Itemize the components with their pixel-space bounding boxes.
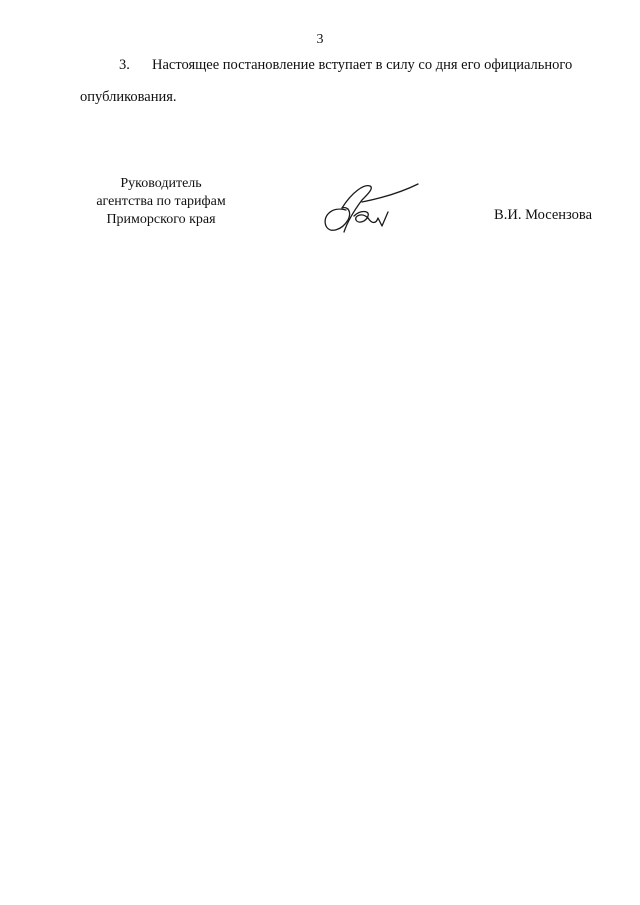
signatory-name: В.И. Мосензова: [494, 207, 592, 223]
page-number: 3: [316, 32, 324, 47]
handwritten-signature: [318, 180, 424, 236]
signatory-title-line: Руководитель: [120, 176, 202, 191]
signatory-title-line: Приморского края: [106, 212, 216, 227]
signatory-title-line: агентства по тарифам: [96, 194, 226, 209]
paragraph-number: 3.: [119, 57, 130, 73]
paragraph-text-line-1: Настоящее постановление вступает в силу со дня его официального: [152, 57, 573, 73]
paragraph-text-line-2: опубликования.: [80, 89, 177, 105]
signatory-title: [76, 175, 246, 229]
